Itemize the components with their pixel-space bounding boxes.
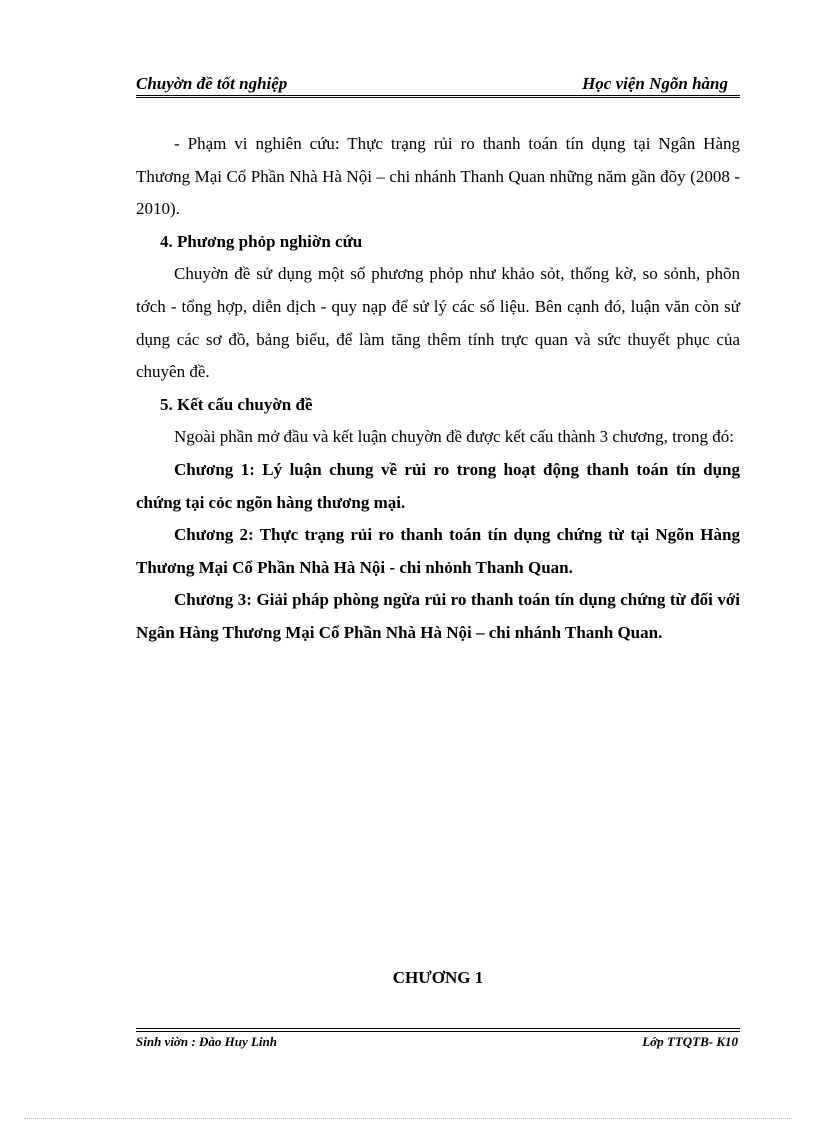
header-left-title: Chuyờn đề tốt nghiệp [136,74,288,93]
page-header [136,72,740,96]
header-right-title: Học viện Ngõn hàng [582,74,728,93]
methods-paragraph: Chuyờn đề sử dụng một số phương phỏp như khảo sỏt, thống kờ, so sỏnh, phõn tớch - tổng hợp, diễn dịch - quy nạp để sử lý các số liệu. Bên cạnh đó, luận văn còn sử dụng các sơ đồ, bảng biểu, để làm tăng thêm tính trực quan và sức thuyết phục của chuyên đề. [136,264,740,382]
chapter-3-summary: Chương 3: Giải pháp phòng ngừa rủi ro thanh toán tín dụng chứng từ đối với Ngân Hàng Thương Mại Cổ Phần Nhà Hà Nội – chi nhánh Thanh Quan. [136,590,740,642]
structure-paragraph: Ngoài phần mở đầu và kết luận chuyờn đề được kết cấu thành 3 chương, trong đó: [174,427,734,447]
chapter-2-summary: Chương 2: Thực trạng rủi ro thanh toán tín dụng chứng từ tại Ngõn Hàng Thương Mại Cổ Phần Nhà Hà Nội - chi nhỏnh Thanh Quan. [136,525,740,577]
header-rule-double [136,97,740,98]
scope-paragraph: - Phạm vi nghiên cứu: Thực trạng rủi ro thanh toán tín dụng tại Ngân Hàng Thương Mại Cổ Phần Nhà Hà Nội – chi nhánh Thanh Quan những năm gần đõy (2008 - 2010). [136,134,740,219]
footer-rule [136,1028,740,1029]
page-footer [136,1034,740,1054]
page-edge-divider [24,1118,792,1119]
chapter-title: CHƯƠNG 1 [392,968,484,987]
structure-heading: 5. Kết cấu chuyờn đề [160,394,313,414]
header-rule [136,95,740,96]
document-body [136,128,740,650]
methods-heading: 4. Phương phỏp nghiờn cứu [160,231,363,251]
chapter-1-summary: Chương 1: Lý luận chung về rủi ro trong hoạt động thanh toán tín dụng chứng tại cỏc ngõn hàng thương mại. [136,459,740,512]
footer-student: Sinh viờn : Đào Huy Linh [136,1034,277,1049]
footer-class: Lớp TTQTB- K10 [642,1034,738,1049]
footer-rule-double [136,1031,740,1032]
